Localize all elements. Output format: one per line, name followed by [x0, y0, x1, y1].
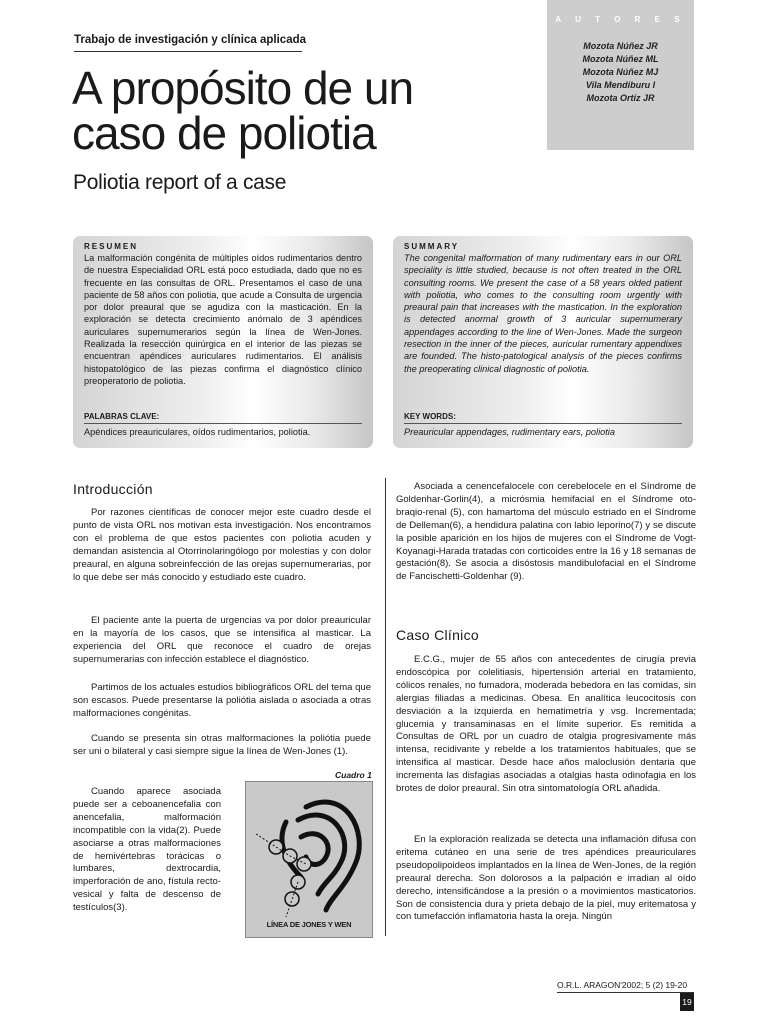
- ear-diagram-icon: [246, 782, 372, 917]
- key-words-heading: KEY WORDS:: [404, 412, 456, 421]
- article-subtitle: Poliotia report of a case: [73, 171, 287, 194]
- author-name: Mozota Ortiz JR: [586, 93, 655, 103]
- key-words-text: Preauricular appendages, rudimentary ears, poliotia: [404, 427, 615, 437]
- author-name: Vila Mendiburu I: [585, 80, 656, 90]
- title-line-1: A propósito de un: [72, 62, 414, 114]
- resumen-text: La malformación congénita de múltiples oídos rudimentarios dentro de nuestra Especialidad ORL está poco estudiada, dado que no es frecuente en las consultas de ORL. Presentamos el caso de una paciente de 58 años con poliotia, que acude a Consulta de urgencia por dolor preaural que se agudiza con la masticación. En la exploración se detecta crecimiento anómalo de 3 apéndices auriculares supernumerarios según la línea de Wen-Jones. Realizada la resección quirúrgica en el interior de las piezas se encuentran apéndices auriculares rudimentarios. El análisis histopatológico de las piezas confirma el diagnóstico clínico preoperatorio de poliotia.: [84, 253, 362, 386]
- body-paragraph: E.C.G., mujer de 55 años con antecedentes de cirugía previa endoscópica por colelitiasis, hipertensión arterial en tratamiento, cólicos renales, no fumadora, moderada bebedora en las comidas, sin alergias filiadas a medicinas. Obesa. En analítica leucocitosis con desviación a la izquierda en hematimetría y vsg. Incrementada; glucemia y transaminasas en el límite superior. Es remitida a Consultas de ORL por un cuadro de otalgia progresivamente más intensa, recidivante y rebelde a los tratamientos habituales, que se intensifica al masticar. Desde hace años maloclusión dentaria que incrementa las disfagias asociadas a otalgias hasta odinofagia en los brotes de dolor preaural. Sin otra sintomatología ORL añadida.: [396, 654, 696, 795]
- summary-heading: SUMMARY: [404, 242, 460, 251]
- article-title: [72, 62, 512, 159]
- figure-caption: Cuadro 1: [335, 770, 372, 780]
- resumen-panel: [73, 236, 373, 448]
- summary-text: The congenital malformation of many rudimentary ears in our ORL speciality is little studied, because is not often treated in the ORL consulting rooms. We present the case of a 58 years olded patient with poliotia, who comes to the consulting room urgently with preaural pain that increases with the mastication. In the exploration is detected anormal growth of 3 auricular supernumerary appendages according to the line of Wen-Jones. Made the surgeon resection in the inner of the pieces, auricular rumentary appendixes are founded. The histo-patological analysis of the pieces confirms the preoperating clinical diagnostic of poliotia.: [404, 253, 682, 374]
- body-paragraph: Asociada a cenencefalocele con cerebelocele en el Síndrome de Goldenhar-Gorlin(4), a micrósmia hemifacial en el Síndrome oto-braqio-renal (5), con hamartoma del músculo estriado en el Síndrome de Delleman(6), a hendidura palatina con labio leporino(7) y se discute la posible aparición en los hijos de mujeres con el Síndrome de Vogt-Koyanagi-Harada tratadas con corticoides entre la 16 y 18 semanas de gestación(8). Se asocia a disóstosis mandibulofacial en el Síndrome de Fancischetti-Goldenhar (9).: [396, 481, 696, 583]
- intro-paragraph: Partimos de los actuales estudios bibliográficos ORL del tema que son escasos. Puede presentarse la poliótia aislada o asociada a otras malformaciones congénitas.: [73, 682, 371, 719]
- journal-citation: O.R.L. ARAGON'2002; 5 (2) 19-20: [557, 980, 688, 990]
- page-number: 19: [680, 993, 694, 1011]
- authors-list: [547, 40, 694, 105]
- intro-paragraph: Por razones científicas de conocer mejor este cuadro desde el punto de vista ORL nos motivan esta investigación. Nos encontramos con el problema de que estos pacientes con poliotia acuden y demandan asistencia al Otorrinolaringólogo por molestias y con dolor preaural, en alguna sobreinfección de las orejas supernumerarias, por lo que debe ser más conocido y estudiado este cuadro.: [73, 507, 371, 583]
- summary-panel: [393, 236, 693, 448]
- author-name: Mozota Núñez JR: [583, 41, 658, 51]
- author-name: Mozota Núñez ML: [582, 54, 659, 64]
- intro-paragraph: Cuando se presenta sin otras malformaciones la poliótia puede ser uni o bilateral y casi siempre sigue la línea de Wen-Jones (1).: [73, 733, 371, 757]
- figure-label: LÍNEA DE JONES Y WEN: [266, 920, 352, 929]
- column-divider: [385, 478, 386, 936]
- keywords-divider: [84, 423, 362, 424]
- section-label: Trabajo de investigación y clínica aplicada: [74, 34, 307, 46]
- resumen-heading: RESUMEN: [84, 242, 139, 251]
- ear-figure: [245, 781, 373, 938]
- intro-heading: Introducción: [73, 481, 153, 497]
- footer-divider: [557, 992, 694, 993]
- palabras-clave-text: Apéndices preauriculares, oídos rudimentarios, poliotia.: [84, 427, 311, 437]
- keywords-divider: [404, 423, 682, 424]
- authors-box: [547, 0, 694, 150]
- intro-paragraph: El paciente ante la puerta de urgencias va por dolor preauricular en la mayoría de los casos, que se intensifica al masticar. La experiencia del ORL que reconoce el cuadro de orejas supernumerarias con infección establece el diagnóstico.: [73, 615, 371, 665]
- title-line-2: caso de poliotia: [72, 107, 376, 159]
- intro-paragraph: Cuando aparece asociada puede ser a ceboanencefalia con anencefalia, malformación incompatible con la vida(2). Puede asociarse a otras malformaciones de hemivértebras torácicas o lumbares, dextrocardia, imperforación de ano, fístula recto-vesical y falta de descenso de testículos(3).: [73, 786, 221, 914]
- caso-clinico-heading: Caso Clínico: [396, 627, 479, 643]
- author-name: Mozota Núñez MJ: [582, 67, 659, 77]
- section-divider: [74, 51, 302, 52]
- palabras-clave-heading: PALABRAS CLAVE:: [84, 412, 160, 421]
- authors-heading: A U T O R E S: [555, 15, 686, 24]
- body-paragraph: En la exploración realizada se detecta una inflamación difusa con eritema cutáneo en una serie de tres apéndices preauriculares pseudopolipoideos implantados en la línea de Wen-Jones, de la región preaural derecha. Son dolorosos a la palpación e irradian al oído derecho, intensificándose a la presión o a movimientos masticatorios. Son de consistencia dura y prieta debajo de la piel, muy eritematosa y con tumefacción inflamatoria hasta la oreja. Ningún: [396, 834, 696, 923]
